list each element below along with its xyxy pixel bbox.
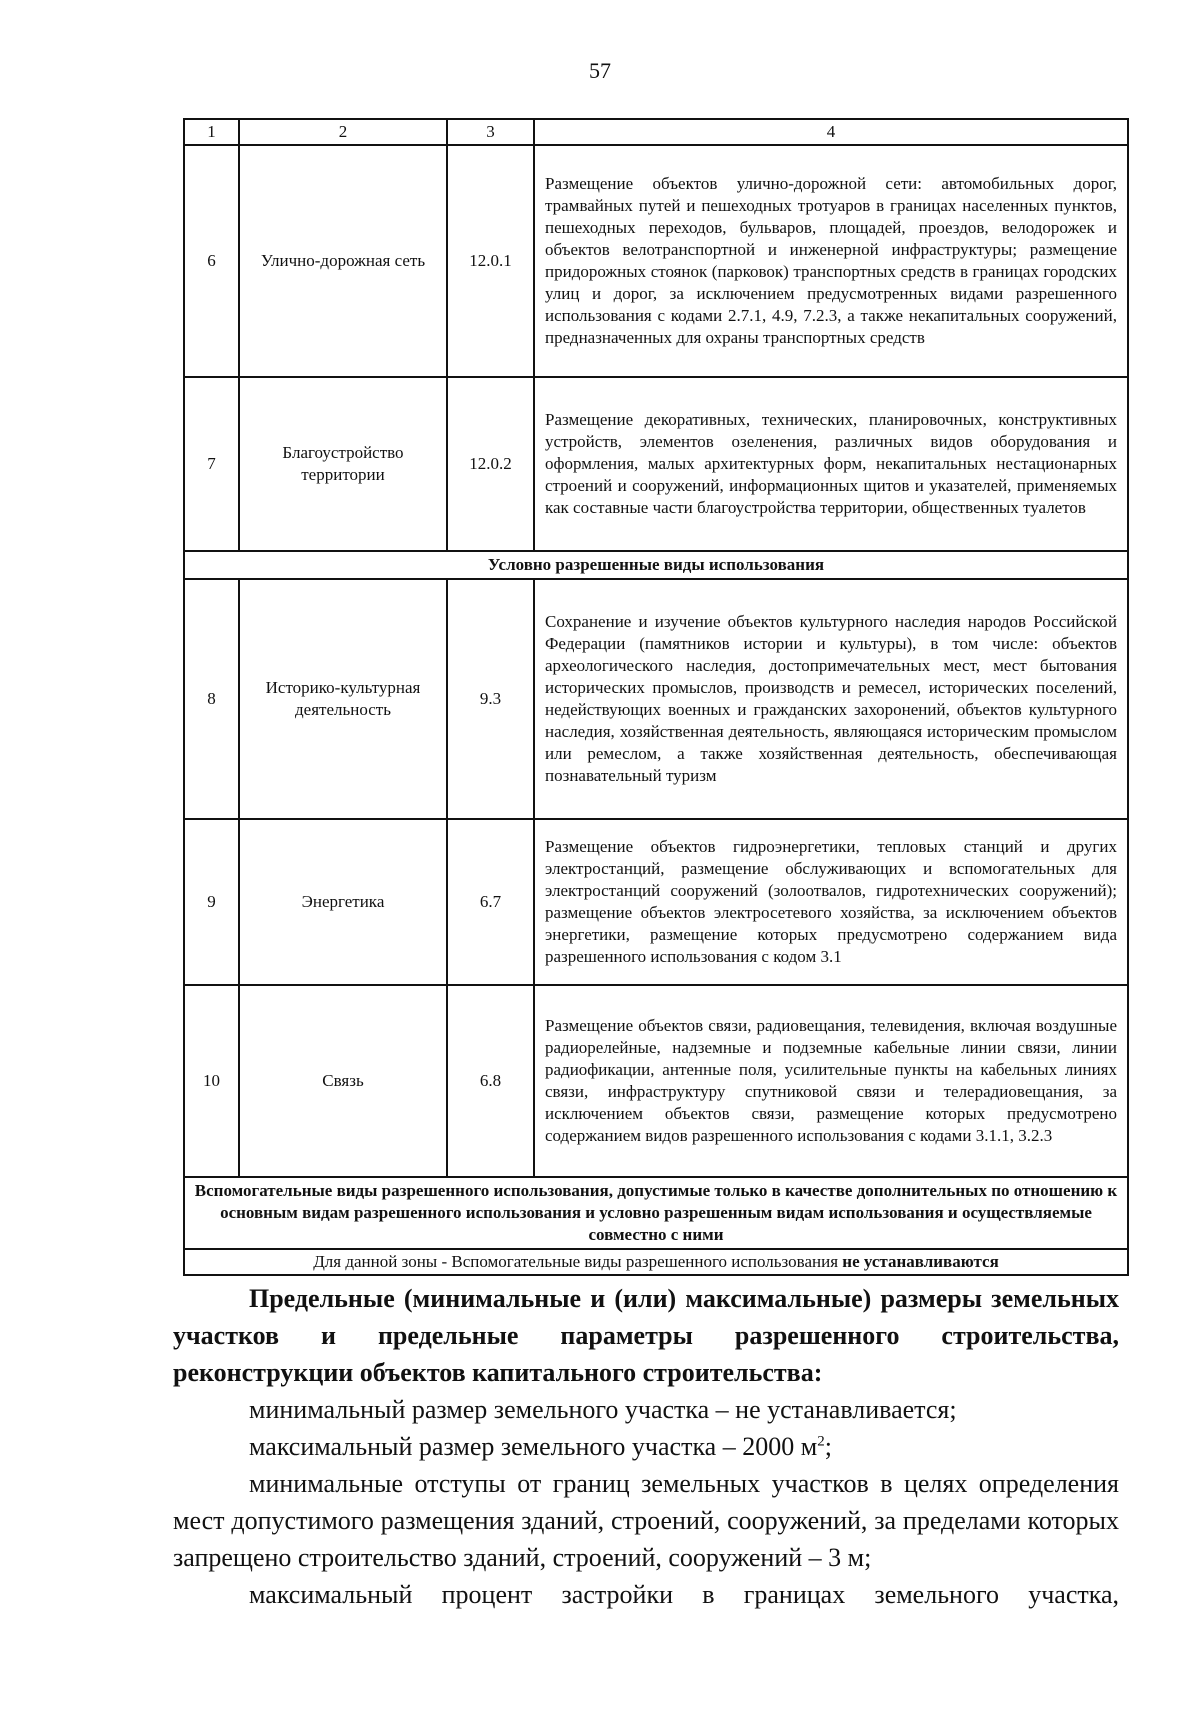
use-type-description: Размещение декоративных, технических, планировочных, конструктивных устройств, элементов озеленения, различных видов оборудования и оформления, малых архитектурных форм, некапитальных нестационарных строений и сооружений, информационных щитов и указателей, применяемых как составные части благоустройства территории, общественных туалетов	[534, 377, 1128, 551]
use-type-code: 9.3	[447, 579, 534, 819]
section-auxiliary-title: Вспомогательные виды разрешенного использования, допустимые только в качестве дополнительных по отношению к основным видам разрешенного использования и условно разрешенным видам использования и осуществляемые совместно с ними	[184, 1177, 1128, 1249]
header-col-4: 4	[534, 119, 1128, 145]
header-col-2: 2	[239, 119, 447, 145]
land-use-table	[183, 118, 1129, 1276]
table-row	[184, 377, 1128, 551]
page-number: 57	[589, 58, 611, 83]
row-number: 7	[184, 377, 239, 551]
param-max-plot-end: ;	[824, 1432, 832, 1461]
row-number: 9	[184, 819, 239, 985]
param-max-plot-text: максимальный размер земельного участка – 2000 м	[249, 1432, 818, 1461]
param-setbacks: минимальные отступы от границ земельных участков в целях определения мест допустимого размещения зданий, строений, сооружений, за пределами которых запрещено строительство зданий, строений, сооружений – 3 м;	[173, 1469, 1119, 1572]
use-type-description: Размещение объектов гидроэнергетики, тепловых станций и других электростанций, размещение обслуживающих и вспомогательных для электростанций сооружений (золоотвалов, гидротехнических сооружений); размещение объектов электросетевого хозяйства, за исключением объектов энергетики, размещение которых предусмотрено содержанием вида разрешенного использования с кодом 3.1	[534, 819, 1128, 985]
table-row	[184, 145, 1128, 377]
use-type-code: 12.0.2	[447, 377, 534, 551]
section-header-row	[184, 551, 1128, 579]
use-type-name: Благоустройство территории	[239, 377, 447, 551]
use-type-name: Улично-дорожная сеть	[239, 145, 447, 377]
header-col-3: 3	[447, 119, 534, 145]
use-type-name: Историко-культурная деятельность	[239, 579, 447, 819]
aux-note-row	[184, 1249, 1128, 1275]
row-number: 10	[184, 985, 239, 1177]
aux-note	[184, 1249, 1128, 1275]
aux-note-prefix: Для данной зоны - Вспомогательные виды разрешенного использования	[313, 1252, 843, 1271]
table-row	[184, 819, 1128, 985]
header-col-1: 1	[184, 119, 239, 145]
use-type-code: 12.0.1	[447, 145, 534, 377]
use-type-code: 6.7	[447, 819, 534, 985]
aux-note-bold: не устанавливаются	[842, 1252, 999, 1271]
table-header-row	[184, 119, 1128, 145]
use-type-code: 6.8	[447, 985, 534, 1177]
param-coverage: максимальный процент застройки в границах земельного участка,	[249, 1580, 1119, 1609]
param-max-plot-sup: 2	[817, 1433, 825, 1450]
params-title: Предельные (минимальные и (или) максимальные) размеры земельных участков и предельные параметры разрешенного строительства, реконструкции объектов капитального строительства:	[173, 1284, 1119, 1387]
param-max-plot	[173, 1428, 1119, 1465]
param-min-plot: минимальный размер земельного участка – не устанавливается;	[249, 1395, 957, 1424]
use-type-name: Связь	[239, 985, 447, 1177]
use-type-name: Энергетика	[239, 819, 447, 985]
table-row	[184, 579, 1128, 819]
use-type-description: Размещение объектов улично-дорожной сети: автомобильных дорог, трамвайных путей и пешеходных тротуаров в границах населенных пунктов, пешеходных переходов, бульваров, площадей, проездов, велодорожек и объектов велотранспортной и инженерной инфраструктуры; размещение придорожных стоянок (парковок) транспортных средств в границах городских улиц и дорог, за исключением предусмотренных видами разрешенного использования с кодами 2.7.1, 4.9, 7.2.3, а также некапитальных сооружений, предназначенных для охраны транспортных средств	[534, 145, 1128, 377]
section-header-row	[184, 1177, 1128, 1249]
section-conditional-title: Условно разрешенные виды использования	[184, 551, 1128, 579]
use-type-description: Сохранение и изучение объектов культурного наследия народов Российской Федерации (памятников истории и культуры), в том числе: объектов археологического наследия, достопримечательных мест, мест бытования исторических промыслов, производств и ремесел, исторических поселений, недействующих военных и гражданских захоронений, объектов культурного наследия, хозяйственная деятельность, являющаяся историческим промыслом или ремеслом, а также хозяйственная деятельность, обеспечивающая познавательный туризм	[534, 579, 1128, 819]
table-row	[184, 985, 1128, 1177]
plot-parameters-section	[173, 1280, 1119, 1613]
use-type-description: Размещение объектов связи, радиовещания, телевидения, включая воздушные радиорелейные, надземные и подземные кабельные линии связи, линии радиофикации, антенные поля, усилительные пункты на кабельных линиях связи, инфраструктуру спутниковой связи и телерадиовещания, за исключением объектов связи, размещение которых предусмотрено содержанием видов разрешенного использования с кодами 3.1.1, 3.2.3	[534, 985, 1128, 1177]
row-number: 8	[184, 579, 239, 819]
row-number: 6	[184, 145, 239, 377]
